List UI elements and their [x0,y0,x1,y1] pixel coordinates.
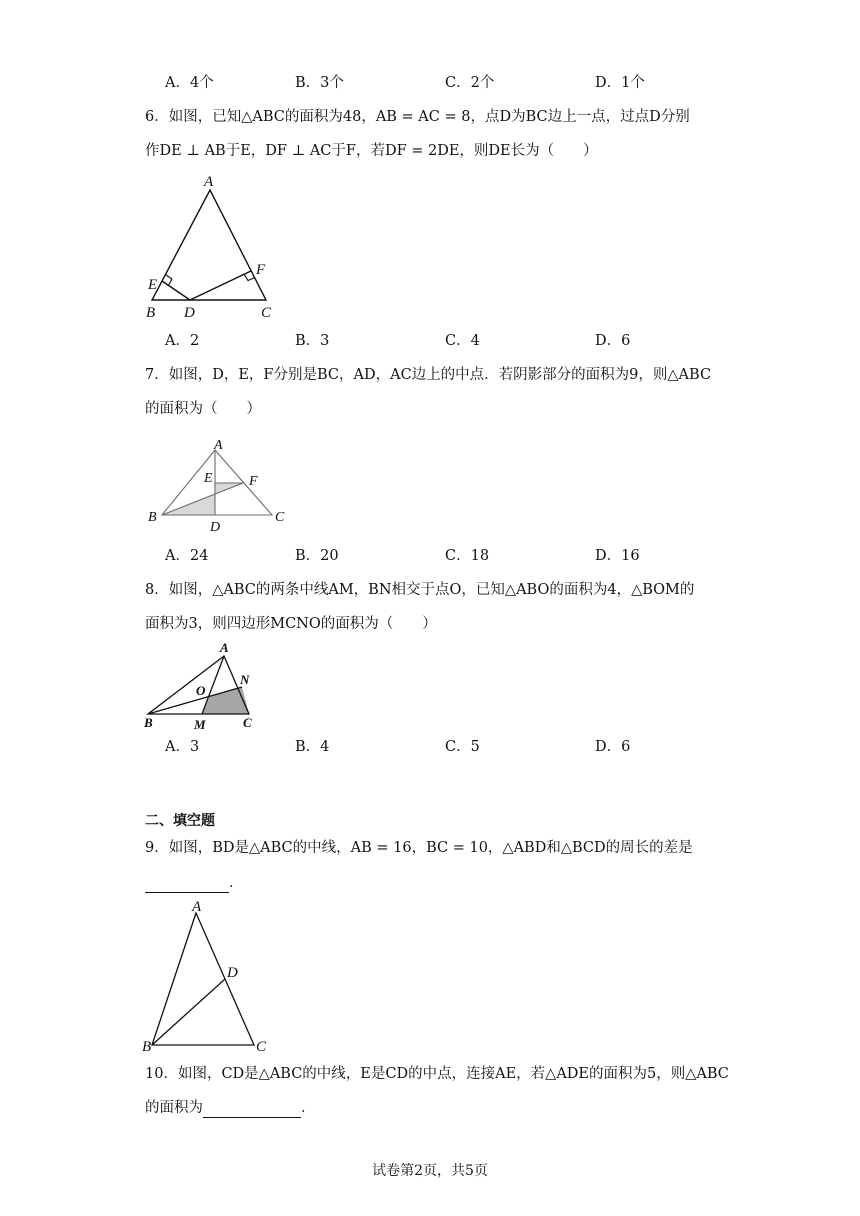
q7-label-e: E [204,471,213,486]
q6-figure [140,170,290,320]
q8-label-a: A [220,640,229,655]
q7-label-b: B [148,510,157,525]
q10-stem-line1: 10．如图，CD是△ABC的中线，E是CD的中点，连接AE，若△ADE的面积为5，则△ABC [145,1066,729,1082]
q9-line2-suffix: ． [229,875,244,891]
q6-label-b: B [146,305,156,321]
q9-label-d: D [227,965,238,981]
q7-label-a: A [214,438,223,453]
q6-label-e: E [148,277,158,293]
q8-stem-line1: 8．如图，△ABC的两条中线AM，BN相交于点O，已知△ABO的面积为4，△BOM的 [145,582,695,598]
q7-option-a: A．24 [165,548,209,564]
q9-answer-line [145,873,244,893]
q8-stem-line2: 面积为3，则四边形MCNO的面积为（ ） [145,616,437,632]
q7-stem-line2: 的面积为（ ） [145,401,261,417]
q9-stem-line1: 9．如图，BD是△ABC的中线，AB = 16，BC = 10，△ABD和△BCD的周长的差是 [145,840,693,856]
q9-answer-blank[interactable] [145,876,229,893]
q7-stem-line1: 7．如图，D，E，F分别是BC，AD，AC边上的中点．若阴影部分的面积为9，则△ABC [145,367,712,383]
q6-label-a: A [204,174,214,190]
q8-option-a: A．3 [165,739,200,755]
q7-label-c: C [275,510,285,525]
q8-figure [140,638,280,738]
q6-stem-line1: 6．如图，已知△ABC的面积为48，AB = AC = 8，点D为BC边上一点，过点D分别 [145,109,690,125]
q8-option-b: B．4 [295,739,330,755]
q6-label-d: D [184,305,195,321]
q8-label-b: B [144,715,153,730]
q8-label-c: C [243,715,252,730]
q6-label-f: F [256,262,266,278]
q10-line2-prefix: 的面积为 [145,1100,203,1116]
q6-option-c: C．4 [445,333,480,349]
q8-label-n: N [240,672,250,687]
q7-option-b: B．20 [295,548,339,564]
q7-figure [145,435,295,535]
q9-label-a: A [192,899,202,915]
q8-option-d: D．6 [595,739,631,755]
q5-option-b: B．3个 [295,75,344,91]
q6-option-a: A．2 [165,333,200,349]
q6-option-d: D．6 [595,333,631,349]
q6-option-b: B．3 [295,333,330,349]
q7-label-d: D [210,520,221,535]
q7-option-d: D．16 [595,548,640,564]
q5-option-c: C．2个 [445,75,495,91]
section-title-fill-in: 二、填空题 [145,813,215,829]
q7-label-f: F [249,474,258,489]
q10-line2-suffix: ． [301,1100,316,1116]
q10-answer-blank[interactable] [203,1101,301,1118]
q8-label-m: M [194,717,206,732]
q9-label-b: B [142,1039,152,1055]
q8-label-o: O [196,683,206,698]
page-footer: 试卷第2页，共5页 [372,1163,488,1179]
q5-option-d: D．1个 [595,75,645,91]
q6-stem-line2: 作DE ⊥ AB于E，DF ⊥ AC于F，若DF = 2DE，则DE长为（ ） [145,143,598,159]
q9-label-c: C [256,1039,267,1055]
q9-figure [140,895,280,1060]
q5-option-a: A．4个 [165,75,214,91]
q10-answer-line [145,1098,316,1118]
q8-option-c: C．5 [445,739,480,755]
q6-label-c: C [261,305,272,321]
q7-option-c: C．18 [445,548,490,564]
